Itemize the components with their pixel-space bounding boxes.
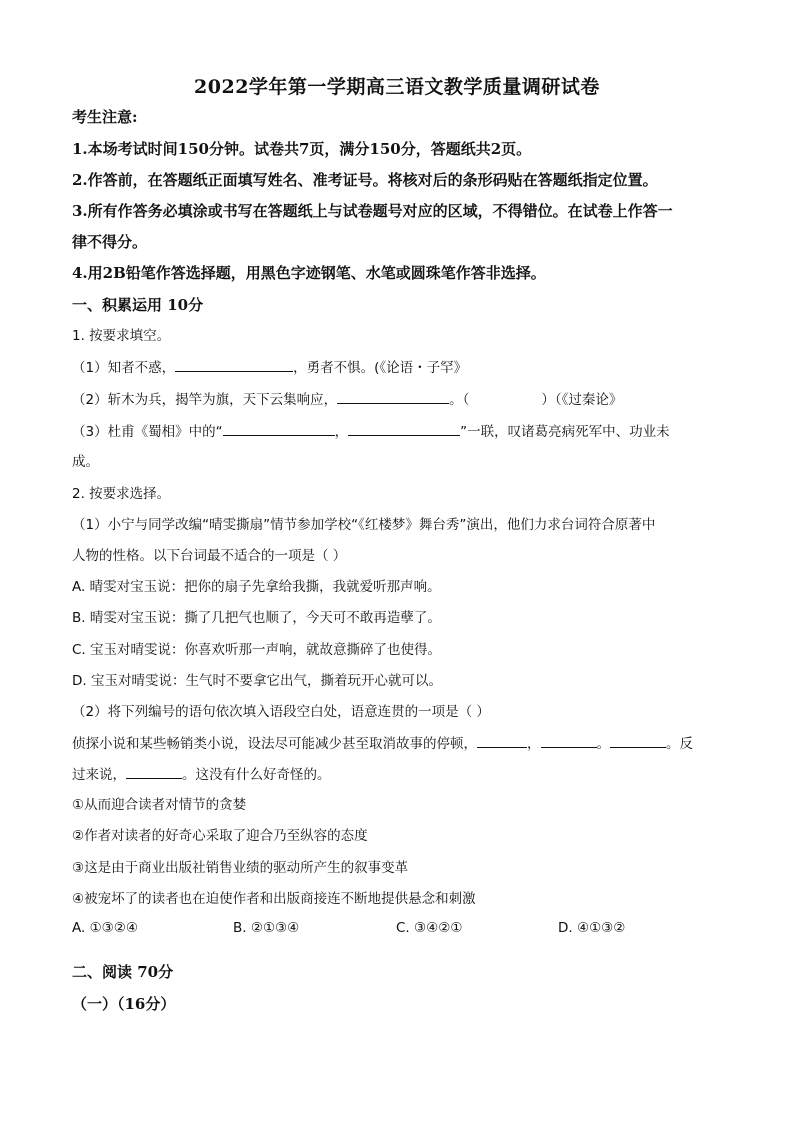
notice-heading: 考生注意: bbox=[72, 108, 138, 126]
q1-part1-pre: （1）知者不惑， bbox=[72, 360, 176, 376]
q1-part3-cont: 成。 bbox=[72, 454, 99, 470]
q1-part3 bbox=[72, 421, 720, 442]
q2-sub1-line2: 人物的性格。以下台词最不适合的一项是（ ） bbox=[72, 548, 347, 564]
section2-sub-heading: （一）（16分） bbox=[72, 995, 176, 1013]
q2-passage-line1 bbox=[72, 733, 720, 754]
passage-pre: 侦探小说和某些畅销类小说，设法尽可能减少甚至取消故事的停顿， bbox=[72, 736, 477, 752]
passage-line2-post: 。这没有什么好奇怪的。 bbox=[182, 767, 331, 783]
q1-part3-post: ”一联，叹诸葛亮病死军中、功业未 bbox=[460, 424, 670, 440]
q2-option-b[interactable]: B. 晴雯对宝玉说：撕了几把气也顺了，今天可不敢再造孽了。 bbox=[72, 610, 441, 626]
q1-part2-post: 。（ bbox=[449, 392, 470, 408]
choice-d[interactable]: D. ④①③② bbox=[558, 920, 626, 936]
answer-blank[interactable] bbox=[348, 421, 460, 436]
q1-part1 bbox=[72, 357, 720, 378]
q1-stem: 1. 按要求填空。 bbox=[72, 328, 171, 344]
sentence-1: ①从而迎合读者对情节的贪婪 bbox=[72, 797, 247, 813]
q2-stem: 2. 按要求选择。 bbox=[72, 486, 171, 502]
notice-item-3: 3.所有作答务必填涂或书写在答题纸上与试卷题号对应的区域，不得错位。在试卷上作答一 bbox=[72, 202, 673, 220]
passage-line2-pre: 过来说， bbox=[72, 767, 126, 783]
section1-heading: 一、积累运用 10分 bbox=[72, 296, 204, 314]
answer-blank[interactable] bbox=[337, 389, 449, 404]
q1-part3-pre: （3）杜甫《蜀相》中的“ bbox=[72, 424, 223, 440]
notice-item-1: 1.本场考试时间150分钟。试卷共7页，满分150分，答题纸共2页。 bbox=[72, 140, 532, 158]
q1-part1-post: ，勇者不惧。(《论语・子罕》 bbox=[293, 360, 468, 376]
q1-part2 bbox=[72, 389, 720, 410]
choice-b[interactable]: B. ②①③④ bbox=[233, 920, 300, 936]
sentence-2: ②作者对读者的好奇心采取了迎合乃至纵容的态度 bbox=[72, 828, 368, 844]
q1-part2-pre: （2）斩木为兵，揭竿为旗，天下云集响应， bbox=[72, 392, 338, 408]
sentence-4: ④被宠坏了的读者也在迫使作者和出版商接连不断地提供悬念和刺激 bbox=[72, 891, 476, 907]
sentence-3: ③这是由于商业出版社销售业绩的驱动所产生的叙事变革 bbox=[72, 860, 409, 876]
notice-item-2: 2.作答前，在答题纸正面填写姓名、准考证号。将核对后的条形码贴在答题纸指定位置。 bbox=[72, 171, 658, 189]
answer-blank[interactable] bbox=[477, 733, 527, 748]
q2-option-d[interactable]: D. 宝玉对晴雯说：生气时不要拿它出气，撕着玩开心就可以。 bbox=[72, 673, 442, 689]
answer-blank[interactable] bbox=[223, 421, 335, 436]
q2-passage-line2 bbox=[72, 764, 720, 785]
passage-period-2: 。反 bbox=[666, 736, 693, 752]
q1-part2-src: ）（《过秦论》 bbox=[541, 392, 623, 408]
answer-blank[interactable] bbox=[126, 764, 182, 779]
q2-sub1-line1: （1）小宁与同学改编“晴雯撕扇”情节参加学校“《红楼梦》舞台秀”演出，他们力求台词符合原著中 bbox=[72, 517, 656, 533]
passage-comma: ， bbox=[527, 736, 541, 752]
notice-item-3-cont: 律不得分。 bbox=[72, 233, 148, 251]
choice-a[interactable]: A. ①③②④ bbox=[72, 920, 138, 936]
answer-blank[interactable] bbox=[541, 733, 597, 748]
answer-blank[interactable] bbox=[175, 357, 293, 372]
passage-period: 。 bbox=[596, 736, 610, 752]
q2-option-c[interactable]: C. 宝玉对晴雯说：你喜欢听那一声响，就故意撕碎了也使得。 bbox=[72, 642, 442, 658]
q1-part3-mid: ， bbox=[334, 424, 349, 440]
q2-sub2-stem: （2）将下列编号的语句依次填入语段空白处，语意连贯的一项是（ ） bbox=[72, 704, 490, 720]
notice-item-4: 4.用2B铅笔作答选择题，用黑色字迹钢笔、水笔或圆珠笔作答非选择。 bbox=[72, 264, 546, 282]
answer-blank[interactable] bbox=[610, 733, 666, 748]
section2-heading: 二、阅读 70分 bbox=[72, 963, 174, 981]
exam-title: 2022学年第一学期高三语文教学质量调研试卷 bbox=[194, 76, 600, 98]
choice-c[interactable]: C. ③④②① bbox=[396, 920, 463, 936]
q2-option-a[interactable]: A. 晴雯对宝玉说：把你的扇子先拿给我撕，我就爱听那声响。 bbox=[72, 579, 441, 595]
